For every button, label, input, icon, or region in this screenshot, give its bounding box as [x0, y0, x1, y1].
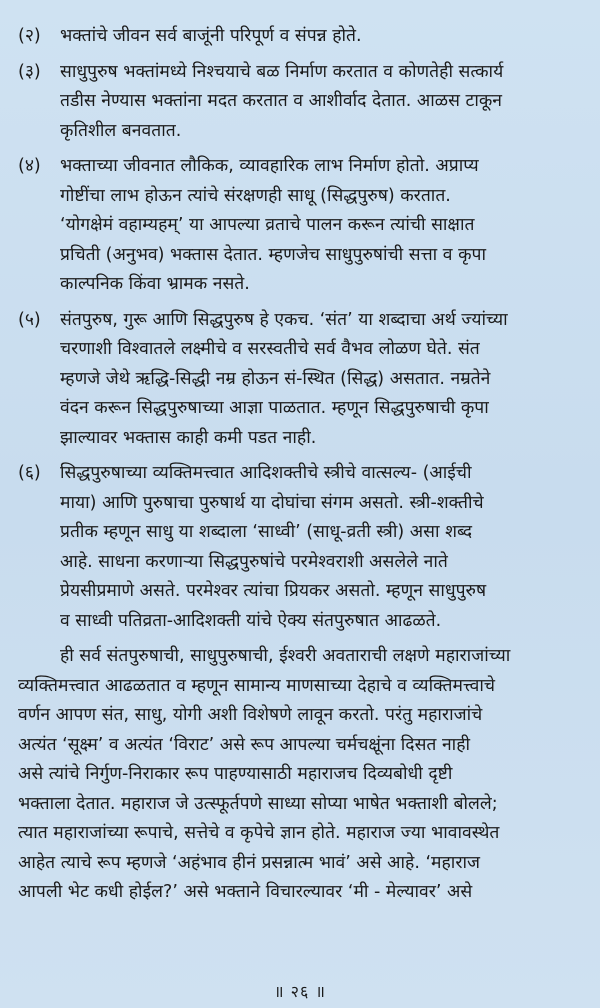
text-line: कृतिशील बनवतात.: [60, 120, 182, 141]
text-line: भक्ताला देतात. महाराज जे उत्स्फूर्तपणे साध्या सोप्या भाषेत भक्ताशी बोलले;: [18, 793, 498, 814]
text-line: व्यक्तिमत्त्वात आढळतात व म्हणून सामान्य माणसाच्या देहाचे व व्यक्तिमत्त्वाचे: [18, 675, 496, 696]
numbered-paragraph-4: [18, 152, 584, 300]
text-line: भक्ताच्या जीवनात लौकिक, व्यावहारिक लाभ निर्माण होतो. अप्राप्य: [60, 156, 479, 176]
text-line: गोष्टींचा लाभ होऊन त्यांचे संरक्षणही साधू (सिद्धपुरुष) करतात.: [60, 185, 451, 206]
text-line: प्रतीक म्हणून साधु या शब्दाला ‘साध्वी’ (साधू-व्रती स्त्री) असा शब्द: [60, 522, 473, 542]
numbered-paragraph-6: [18, 459, 584, 636]
item-number: (६): [18, 463, 41, 483]
numbered-paragraph-2: [18, 22, 584, 52]
text-line: साधुपुरुष भक्तांमध्ये निश्चयाचे बळ निर्माण करतात व कोणतेही सत्कार्य: [60, 61, 504, 82]
text-line: प्रेयसीप्रमाणे असते. परमेश्वर त्यांचा प्रियकर असतो. म्हणून साधुपुरुष: [60, 581, 487, 601]
page-number: ॥ २६ ॥: [274, 982, 326, 1001]
text-line: अत्यंत ‘सूक्ष्म’ व अत्यंत ‘विराट’ असे रूप आपल्या चर्मचक्षूंना दिसत नाही: [18, 734, 471, 755]
numbered-paragraph-3: [18, 58, 584, 147]
text-line: व साध्वी पतिव्रता-आदिशक्ती यांचे ऐक्य संतपुरुषात आढळते.: [60, 610, 442, 631]
text-line: काल्पनिक किंवा भ्रामक नसते.: [60, 274, 250, 294]
item-number: (२): [18, 26, 41, 46]
text-line: म्हणजे जेथे ऋद्धि-सिद्धी नम्र होऊन सं-स्थित (सिद्ध) असतात. नम्रतेने: [60, 368, 491, 389]
item-number: (३): [18, 61, 41, 82]
item-number: (५): [18, 309, 41, 330]
text-line: वर्णन आपण संत, साधु, योगी अशी विशेषणे लावून करतो. परंतु महाराजांचे: [18, 705, 483, 725]
item-number: (४): [18, 156, 41, 176]
text-line: माया) आणि पुरुषाचा पुरुषार्थ या दोघांचा संगम असतो. स्त्री-शक्तीचे: [60, 492, 484, 513]
text-line: प्रचिती (अनुभव) भक्तास देतात. म्हणजेच साधुपुरुषांची सत्ता व कृपा: [60, 244, 486, 265]
text-line: झाल्यावर भक्तास काही कमी पडत नाही.: [60, 427, 317, 448]
text-line: चरणाशी विश्वातले लक्ष्मीचे व सरस्वतीचे सर्व वैभव लोळण घेते. संत: [60, 339, 480, 359]
text-line: वंदन करून सिद्धपुरुषाच्या आज्ञा पाळतात. म्हणून सिद्धपुरुषाची कृपा: [60, 398, 489, 418]
text-line: आपली भेट कधी होईल?’ असे भक्ताने विचारल्यावर ‘मी - मेल्यावर’ असे: [18, 882, 473, 902]
text-line: असे त्यांचे निर्गुण-निराकार रूप पाहण्यासाठी महाराजच दिव्यबोधी दृष्टी: [18, 764, 453, 784]
text-line: आहेत त्याचे रूप म्हणजे ‘अहंभाव हीनं प्रसन्नात्म भावं’ असे आहे. ‘महाराज: [18, 852, 481, 873]
text-line: ही सर्व संतपुरुषाची, साधुपुरुषाची, ईश्वरी अवताराची लक्षणे महाराजांच्या: [60, 646, 511, 666]
text-line: ‘योगक्षेमं वहाम्यहम्’ या आपल्या व्रताचे पालन करून त्यांची साक्षात: [60, 215, 475, 235]
text-line: भक्तांचे जीवन सर्व बाजूंनी परिपूर्ण व संपन्न होते.: [60, 26, 362, 46]
text-line: सिद्धपुरुषाच्या व्यक्तिमत्त्वात आदिशक्तीचे स्त्रीचे वात्सल्य- (आईची: [60, 463, 472, 483]
text-line: संतपुरुष, गुरू आणि सिद्धपुरुष हे एकच. ‘संत’ या शब्दाचा अर्थ ज्यांच्या: [60, 309, 508, 330]
numbered-paragraph-5: [18, 306, 584, 454]
body-paragraph: [18, 642, 584, 908]
text-line: तडीस नेण्यास भक्तांना मदत करतात व आशीर्वाद देतात. आळस टाकून: [60, 91, 503, 111]
text-line: आहे. साधना करणाऱ्या सिद्धपुरुषांचे परमेश्वराशी असलेले नाते: [60, 551, 448, 572]
text-line: त्यात महाराजांच्या रूपाचे, सत्तेचे व कृपेचे ज्ञान होते. महाराज ज्या भावावस्थेत: [18, 823, 500, 843]
